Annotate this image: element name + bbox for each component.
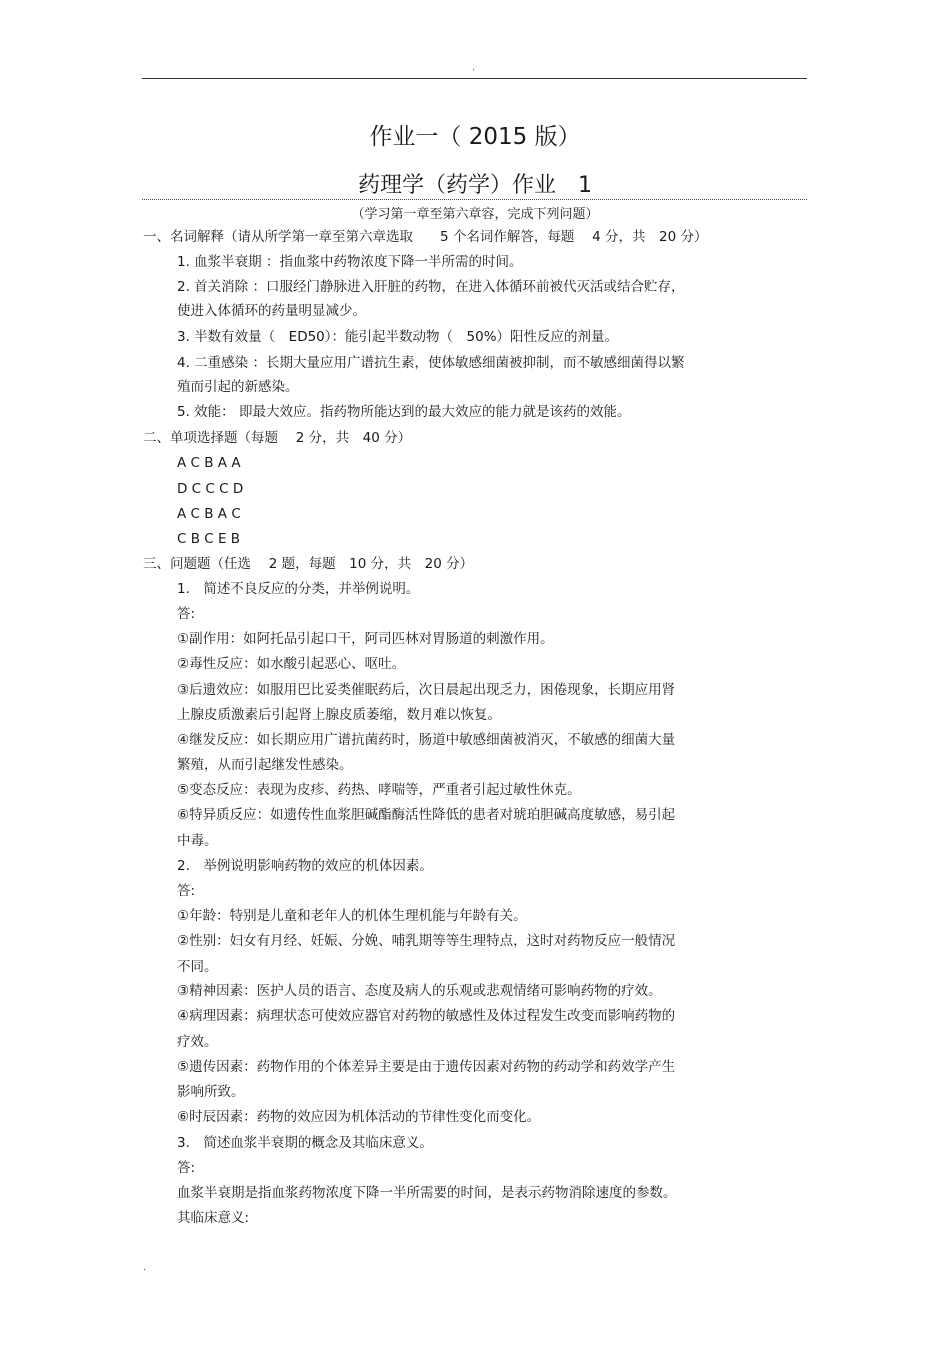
answer-line: 疗效。 [177,1034,218,1050]
question-line: 3. 简述血浆半衰期的概念及其临床意义。 [177,1135,433,1151]
title-dotted-rule [142,199,807,200]
definition-line: 5. 效能： 即最大效应。指药物所能达到的最大效应的能力就是该药的效能。 [177,404,631,420]
answer-line: ⑤遗传因素：药物作用的个体差异主要是由于遗传因素对药物的药动学和药效学产生 [177,1059,676,1075]
footer-mark: . [143,1262,147,1273]
header-rule [142,78,807,79]
answer-line: ③后遗效应：如服用巴比妥类催眠药后，次日晨起出现乏力，困倦现象，长期应用肾 [177,682,676,698]
question-line: 2. 举例说明影响药物的效应的机体因素。 [177,858,433,874]
section-heading-questions: 三、问题题（任选 2 题，每题 10 分，共 20 分） [143,556,474,572]
answer-label: 答: [177,883,196,899]
answer-row: C B C E B [177,531,241,547]
answer-line: 影响所致。 [177,1084,245,1100]
answer-row: A C B A C [177,506,241,522]
answer-line: 繁殖，从而引起继发性感染。 [177,757,353,773]
answer-line: ⑤变态反应：表现为皮疹、药热、哮喘等，严重者引起过敏性休克。 [177,782,581,798]
document-subtitle: 药理学（药学）作业 1 [358,173,592,198]
definition-line: 使进入体循环的药量明显减少。 [177,303,366,319]
definition-line: 殖而引起的新感染。 [177,379,299,395]
answer-line: ⑥时辰因素：药物的效应因为机体活动的节律性变化而变化。 [177,1109,541,1125]
instruction-note: （学习第一章至第六章容，完成下列问题） [351,207,599,222]
answer-line: ③精神因素：医护人员的语言、态度及病人的乐观或悲观情绪可影响药物的疗效。 [177,983,662,999]
definition-line: 3. 半数有效量（ ED50）：能引起半数动物（ 50%）阳性反应的剂量。 [177,329,619,345]
answer-line: ②性别：妇女有月经、妊娠、分娩、哺乳期等等生理特点，这时对药物反应一般情况 [177,933,676,949]
section-heading-definitions: 一、名词解释（请从所学第一章至第六章选取 5 个名词作解答，每题 4 分，共 20 分） [143,229,708,245]
header-mark: . [472,62,476,73]
answer-line: 血浆半衰期是指血浆药物浓度下降一半所需要的时间，是表示药物消除速度的参数。 [177,1185,677,1201]
answer-line: ④继发反应：如长期应用广谱抗菌药时，肠道中敏感细菌被消灭，不敏感的细菌大量 [177,732,676,748]
answer-line: ②毒性反应：如水酸引起恶心、呕吐。 [177,656,406,672]
answer-line: ①年龄：特别是儿童和老年人的机体生理机能与年龄有关。 [177,908,527,924]
answer-row: D C C C D [177,481,244,497]
answer-line: ⑥特异质反应：如遗传性血浆胆碱酯酶活性降低的患者对琥珀胆碱高度敏感，易引起 [177,807,676,823]
definition-line: 2. 首关消除 ：口服经门静脉进入肝脏的药物，在进入体循环前被代灭活或结合贮存， [177,279,685,295]
answer-line: 上腺皮质激素后引起肾上腺皮质萎缩，数月难以恢复。 [177,707,501,723]
definition-line: 4. 二重感染 ：长期大量应用广谱抗生素，使体敏感细菌被抑制，而不敏感细菌得以繁 [177,355,685,371]
answer-label: 答: [177,606,196,622]
answer-line: 中毒。 [177,833,218,849]
definition-line: 1. 血浆半衰期 ：指血浆中药物浓度下降一半所需的时间。 [177,254,523,270]
answer-row: A C B A A [177,455,241,471]
answer-line: ①副作用：如阿托品引起口干，阿司匹林对胃肠道的刺激作用。 [177,631,554,647]
answer-label: 答: [177,1160,196,1176]
question-line: 1. 简述不良反应的分类，并举例说明。 [177,581,420,597]
answer-line: ④病理因素：病理状态可使效应器官对药物的敏感性及体过程发生改变而影响药物的 [177,1008,676,1024]
answer-line: 不同。 [177,959,218,975]
section-heading-choice: 二、单项选择题（每题 2 分，共 40 分） [143,430,412,446]
answer-line: 其临床意义: [177,1210,250,1226]
document-title: 作业一（ 2015 版） [369,124,581,150]
